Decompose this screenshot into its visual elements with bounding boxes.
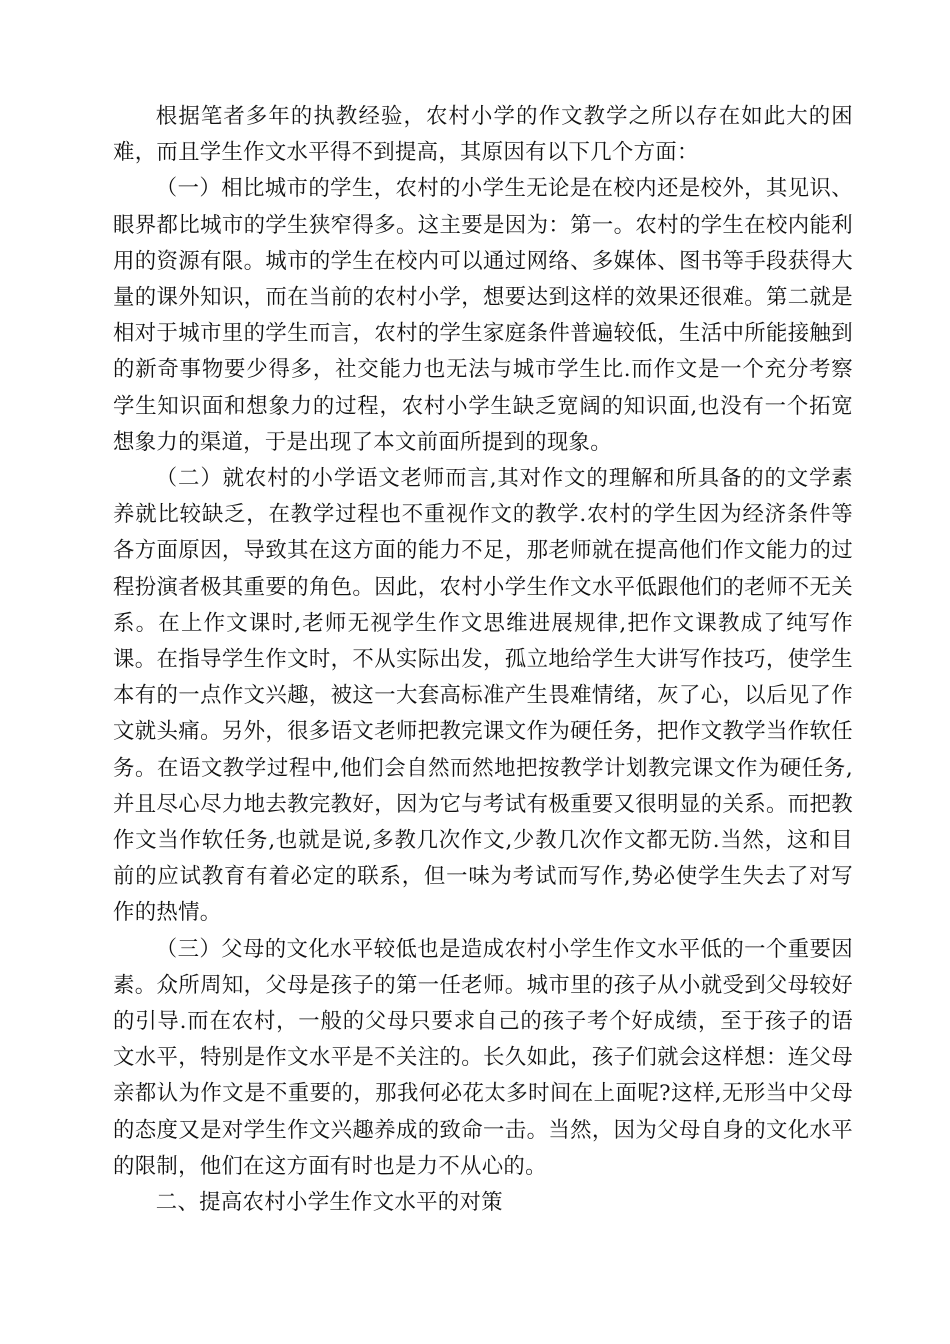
paragraph-reason-3: （三）父母的文化水平较低也是造成农村小学生作文水平低的一个重要因素。众所周知，父母是孩子的第一任老师。城市里的孩子从小就受到父母较好的引导.而在农村，一般的父母只要求自己的孩子考个好成绩，至于孩子的语文水平，特别是作文水平是不关注的。长久如此，孩子们就会这样想：连父母亲都认为作文是不重要的，那我何必花太多时间在上面呢?这样,无形当中父母的态度又是对学生作文兴趣养成的致命一击。当然，因为父母自身的文化水平的限制，他们在这方面有时也是力不从心的。: [113, 936, 853, 1179]
paragraph-reason-2: （二）就农村的小学语文老师而言,其对作文的理解和所具备的的文学素养就比较缺乏，在教学过程也不重视作文的教学.农村的学生因为经济条件等各方面原因，导致其在这方面的能力不足，那老师就在提高他们作文能力的过程扮演者极其重要的角色。因此，农村小学生作文水平低跟他们的老师不无关系。在上作文课时,老师无视学生作文思维进展规律,把作文课教成了纯写作课。在指导学生作文时，不从实际出发，孤立地给学生大讲写作技巧，使学生本有的一点作文兴趣，被这一大套高标准产生畏难情绪，灰了心，以后见了作文就头痛。另外，很多语文老师把教完课文作为硬任务，把作文教学当作软任务。在语文教学过程中,他们会自然而然地把按教学计划教完课文作为硬任务,并且尽心尽力地去教完教好，因为它与考试有极重要又很明显的关系。而把教作文当作软任务,也就是说,多教几次作文,少教几次作文都无防.当然，这和目前的应试教育有着必定的联系，但一味为考试而写作,势必使学生失去了对写作的热情。: [113, 466, 853, 926]
paragraph-intro: 根据笔者多年的执教经验，农村小学的作文教学之所以存在如此大的困难，而且学生作文水平得不到提高，其原因有以下几个方面：: [113, 104, 853, 166]
paragraph-reason-1: （一）相比城市的学生，农村的小学生无论是在校内还是校外，其见识、眼界都比城市的学生狭窄得多。这主要是因为：第一。农村的学生在校内能利用的资源有限。城市的学生在校内可以通过网络、多媒体、图书等手段获得大量的课外知识，而在当前的农村小学，想要达到这样的效果还很难。第二就是相对于城市里的学生而言，农村的学生家庭条件普遍较低，生活中所能接触到的新奇事物要少得多，社交能力也无法与城市学生比.而作文是一个充分考察学生知识面和想象力的过程，农村小学生缺乏宽阔的知识面,也没有一个拓宽想象力的渠道，于是出现了本文前面所提到的现象。: [113, 176, 853, 455]
document-body: [113, 99, 853, 1221]
section-heading: 二、提高农村小学生作文水平的对策: [155, 1190, 503, 1216]
